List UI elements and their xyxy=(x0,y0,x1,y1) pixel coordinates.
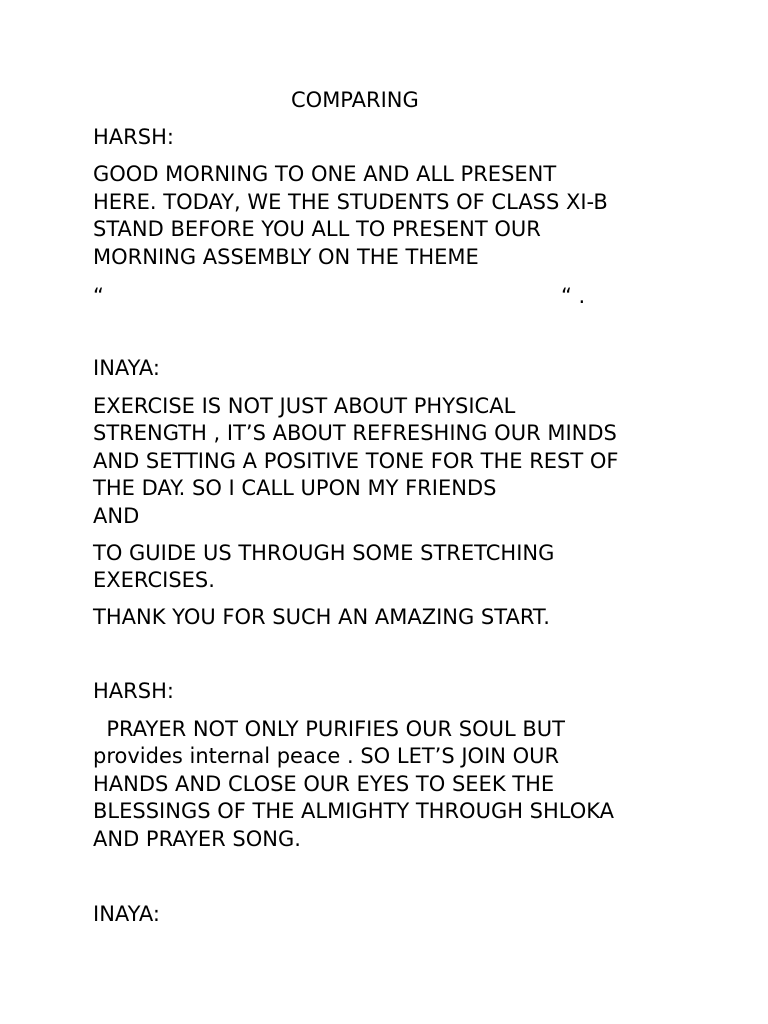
paragraph-line: GOOD MORNING TO ONE AND ALL PRESENT xyxy=(93,162,557,186)
document-title: COMPARING xyxy=(291,88,419,112)
paragraph-line: BLESSINGS OF THE ALMIGHTY THROUGH SHLOKA xyxy=(93,799,615,823)
paragraph-line: MORNING ASSEMBLY ON THE THEME xyxy=(93,245,479,269)
paragraph-line: STRENGTH , IT’S ABOUT REFRESHING OUR MINDS xyxy=(93,421,617,445)
paragraph-line: provides internal peace . SO LET’S JOIN OUR xyxy=(93,744,560,768)
speaker-label: HARSH: xyxy=(93,125,174,149)
paragraph-line: EXERCISE IS NOT JUST ABOUT PHYSICAL xyxy=(93,394,516,418)
paragraph-line: TO GUIDE US THROUGH SOME STRETCHING xyxy=(93,541,555,565)
paragraph-line: AND PRAYER SONG. xyxy=(93,827,301,851)
paragraph-line: HERE. TODAY, WE THE STUDENTS OF CLASS XI-B xyxy=(93,190,608,214)
paragraph-line: AND xyxy=(93,504,140,528)
speaker-label: INAYA: xyxy=(93,902,160,926)
theme-quote-open: “ xyxy=(93,284,104,308)
theme-quote-close: “ . xyxy=(561,284,586,308)
paragraph-line: PRAYER NOT ONLY PURIFIES OUR SOUL BUT xyxy=(93,717,565,741)
speaker-label: INAYA: xyxy=(93,356,160,380)
paragraph-line: HANDS AND CLOSE OUR EYES TO SEEK THE xyxy=(93,772,555,796)
speaker-label: HARSH: xyxy=(93,679,174,703)
paragraph-line: AND SETTING A POSITIVE TONE FOR THE REST OF xyxy=(93,449,619,473)
paragraph-line: STAND BEFORE YOU ALL TO PRESENT OUR xyxy=(93,217,541,241)
paragraph-line: EXERCISES. xyxy=(93,568,215,592)
paragraph-line: THANK YOU FOR SUCH AN AMAZING START. xyxy=(93,605,550,629)
paragraph-line: THE DAY. SO I CALL UPON MY FRIENDS xyxy=(93,476,497,500)
